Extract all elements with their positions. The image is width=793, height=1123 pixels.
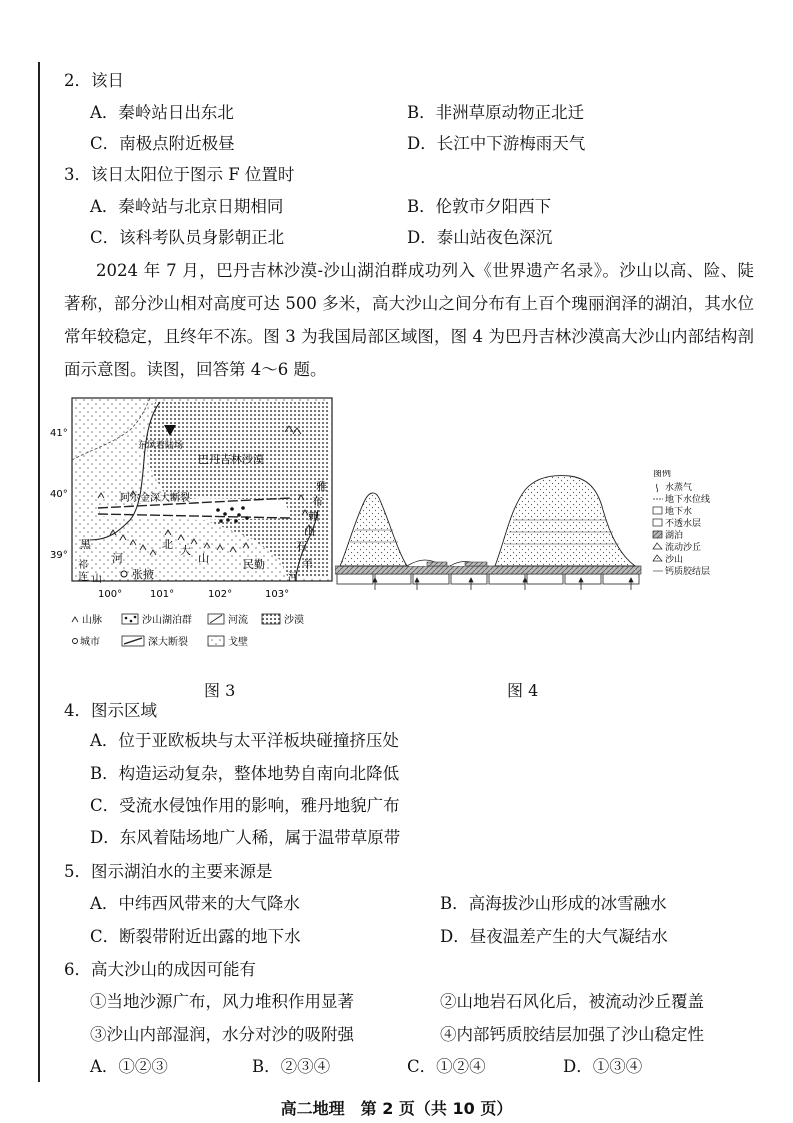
figure-4-cross-section <box>335 470 755 590</box>
q5-option-a: A．中纬西风带来的大气降水 <box>90 894 300 913</box>
legend-city: 城市 <box>80 637 100 648</box>
q6-statement-3: ③沙山内部湿润，水分对沙的吸附强 <box>90 1025 354 1044</box>
q3-option-a: A．秦岭站与北京日期相同 <box>90 197 284 216</box>
fault-label: 阿尔金深大断裂 <box>120 493 190 504</box>
q3-stem: 3．该日太阳位于图示 F 位置时 <box>64 165 295 184</box>
beidashan-label-2: 大 <box>180 544 191 557</box>
q4-stem: 4．图示区域 <box>64 701 157 720</box>
q4-option-b: B．构造运动复杂，整体地势自南向北降低 <box>90 764 400 783</box>
lon-100-label: 100° <box>98 589 123 600</box>
q2-option-d: D．长江中下游梅雨天气 <box>407 134 586 153</box>
q6-option-c: C．①②④ <box>407 1057 486 1076</box>
legend-groundwater: 地下水 <box>665 507 693 517</box>
q2-stem: 2．该日 <box>64 71 124 90</box>
yabulai-label-2: 布 <box>312 495 323 508</box>
legend-lakes: 沙山湖泊群 <box>142 615 192 626</box>
legend-sand-mountain: 沙山 <box>665 555 684 565</box>
q4-option-d: D．东风着陆场地广人稀，属于温带草原带 <box>90 828 401 847</box>
page-footer: 高二地理 第 2 页（共 10 页） <box>280 1099 513 1118</box>
q3-option-d: D．泰山站夜色深沉 <box>407 228 553 247</box>
legend-lake: 湖泊 <box>665 531 684 541</box>
q2-option-b: B．非洲草原动物正北迁 <box>407 103 585 122</box>
yabulai-label-3: 赖 <box>308 510 319 523</box>
lat-41-label: 41° <box>50 428 68 439</box>
q6-option-b: B．②③④ <box>252 1057 331 1076</box>
q6-statement-2: ②山地岩石风化后，被流动沙丘覆盖 <box>440 992 704 1011</box>
legend-water-table: 地下水位线 <box>665 495 711 505</box>
qilian-label-3: 山 <box>92 574 102 585</box>
q6-option-d: D．①③④ <box>563 1057 643 1076</box>
beidashan-label-1: 北 <box>162 538 173 551</box>
legend-desert: 沙漠 <box>284 615 304 626</box>
q6-option-a: A．①②③ <box>90 1057 168 1076</box>
legend-dune: 流动沙丘 <box>665 543 702 553</box>
q2-option-a: A．秦岭站日出东北 <box>90 103 234 122</box>
q3-option-c: C．该科考队员身影朝正北 <box>90 228 285 247</box>
intro-paragraph: 2024 年 7 月，巴丹吉林沙漠-沙山湖泊群成功列入《世界遗产名录》。沙山以高、险、陡著称，部分沙山相对高度可达 500 多米，高大沙山之间分布有上百个瑰丽润泽的湖泊，其水位常年较稳定，且终年不冻。图 3 为我国局部区域图，图 4 为巴丹吉林沙漠高大沙山内部结构剖面示意图。读图，回答第 4～6 题。 <box>64 261 754 379</box>
legend-impermeable: 不透水层 <box>665 519 702 529</box>
q3-option-b: B．伦敦市夕阳西下 <box>407 197 552 216</box>
q5-option-c: C．断裂带附近出露的地下水 <box>90 927 301 946</box>
lon-102-label: 102° <box>208 589 233 600</box>
lon-101-label: 101° <box>150 589 175 600</box>
q5-option-d: D．昼夜温差产生的大气凝结水 <box>440 927 668 946</box>
beidashan-label-3: 山 <box>198 552 209 565</box>
launch-site-label: 东风着陆场 <box>138 441 184 451</box>
legend-mountain: 山脉 <box>82 615 102 626</box>
fig4-legend-title: 图例 <box>653 470 672 479</box>
q2-option-c: C．南极点附近极昼 <box>90 134 235 153</box>
lat-40-label: 40° <box>50 489 68 500</box>
legend-vapor: 水蒸气 <box>665 483 693 493</box>
q5-stem: 5．图示湖泊水的主要来源是 <box>64 862 273 881</box>
qilian-label-2: 连 <box>78 572 88 583</box>
shiyang-label-1: 石 <box>296 540 307 553</box>
legend-calcium: 钙质胶结层 <box>665 567 711 577</box>
figure-3-map <box>50 390 370 662</box>
q6-statement-1: ①当地沙源广布，风力堆积作用显著 <box>90 992 354 1011</box>
legend-fault: 深大断裂 <box>148 637 188 648</box>
river-hei-label-1: 黑 <box>80 538 91 551</box>
lon-103-label: 103° <box>265 589 290 600</box>
q6-stem: 6．高大沙山的成因可能有 <box>64 960 256 979</box>
figure-3-caption: 图 3 <box>204 681 236 700</box>
lat-39-label: 39° <box>50 550 68 561</box>
city-marker <box>121 571 127 577</box>
shiyang-label-2: 羊 <box>302 558 313 571</box>
desert-label: 巴丹吉林沙漠 <box>198 453 264 466</box>
legend-river: 河流 <box>228 615 248 626</box>
q4-option-c: C．受流水侵蚀作用的影响，雅丹地貌广布 <box>90 796 400 815</box>
qilian-label-1: 祁 <box>78 560 88 571</box>
binding-margin-line <box>38 62 40 1082</box>
yabulai-label-1: 雅 <box>316 480 327 493</box>
city-label: 张掖 <box>132 568 154 581</box>
q6-statement-4: ④内部钙质胶结层加强了沙山稳定性 <box>440 1025 704 1044</box>
minqin-label: 民勤 <box>243 558 265 571</box>
river-hei-label-2: 河 <box>112 552 123 565</box>
yabulai-label-4: 山 <box>304 525 315 538</box>
shiyang-label-3: 河 <box>288 572 298 583</box>
legend-gobi: 戈壁 <box>228 637 248 648</box>
q5-option-b: B．高海拔沙山形成的冰雪融水 <box>440 894 667 913</box>
figure-4-caption: 图 4 <box>507 681 539 700</box>
q4-option-a: A．位于亚欧板块与太平洋板块碰撞挤压处 <box>90 731 399 750</box>
